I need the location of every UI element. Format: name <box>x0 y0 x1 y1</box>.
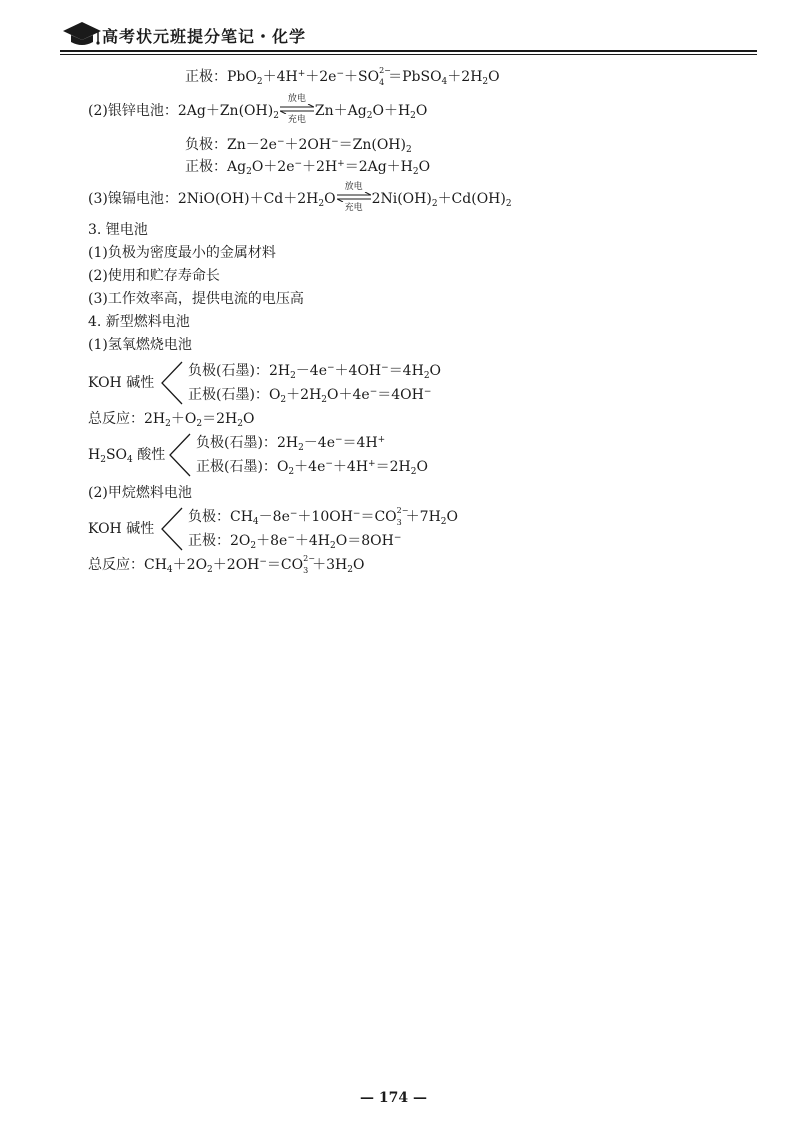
section-lithium-heading: 3. 锂电池 <box>88 222 148 238</box>
line-label: 正极(石墨)： <box>196 459 277 475</box>
koh-negative-line <box>188 362 441 380</box>
acidic-label: 酸性 <box>137 447 166 463</box>
silver-zinc-negative-line <box>185 136 412 154</box>
graduation-cap-icon <box>62 20 102 48</box>
line-label: 负极(石墨)： <box>188 363 269 379</box>
line-label: 负极(石墨)： <box>196 435 277 451</box>
brace <box>160 360 184 406</box>
equation: $2O_2+8e^-+4H_2O=8OH^-$ <box>230 533 402 551</box>
h2so4-positive-line <box>196 458 428 476</box>
line-label: 负极： <box>188 509 230 525</box>
silver-zinc-positive-line <box>185 158 430 176</box>
header-rule <box>60 50 757 52</box>
lead-acid-positive-line <box>185 68 500 86</box>
page-header <box>60 14 760 54</box>
arrow-label-bottom: 充电 <box>344 203 363 213</box>
total-reaction-line <box>88 410 254 428</box>
h2so4-negative-line <box>196 434 385 452</box>
line-label: 正极： <box>188 533 230 549</box>
line-label: 总反应： <box>88 411 144 427</box>
line-label: 总反应： <box>88 557 144 573</box>
equation: $2H_2-4e^-+4OH^-=4H_2O$ <box>268 363 442 381</box>
arrow-label-bottom: 充电 <box>287 115 306 125</box>
equation-right: $2Ni(OH)_2+Cd(OH)_2$ <box>371 191 512 209</box>
equation: $2H_2+O_2=2H_2O$ <box>144 411 255 429</box>
equation: $CH_4-8e^-+10OH^-=CO$ 2− 3 $+7H_2O$ <box>230 506 459 527</box>
koh-positive-line <box>188 386 431 404</box>
page-number: — 174 — <box>360 1090 427 1106</box>
equation: $Ag_2O+2e^-+2H^+=2Ag+H_2O$ <box>227 159 431 177</box>
hydrogen-oxygen-heading: (1)氢氧燃烧电池 <box>88 337 192 353</box>
line-label: (3)镍镉电池： <box>88 191 178 207</box>
equation-left: $2Ag+Zn(OH)_2$ <box>177 103 279 121</box>
methane-heading: (2)甲烷燃料电池 <box>88 485 192 501</box>
reversible-arrow <box>337 182 371 213</box>
lithium-point-2: (2)使用和贮存寿命长 <box>88 268 220 284</box>
equation: $O_2+2H_2O+4e^-=4OH^-$ <box>268 387 432 405</box>
line-label: 负极： <box>185 137 227 153</box>
equation-right: $Zn+Ag_2O+H_2O$ <box>314 103 428 121</box>
brace <box>160 506 184 552</box>
total-reaction-line-2 <box>88 556 364 574</box>
arrow-label-top: 放电 <box>344 182 363 192</box>
header-title: 高考状元班提分笔记・化学 <box>102 27 307 46</box>
line-label: (2)银锌电池： <box>88 103 178 119</box>
equation: $CH_4+2O_2+2OH^-=CO$ 2− 3 $+3H_2O$ <box>144 554 365 575</box>
koh-alkaline-label: KOH 碱性 <box>88 375 155 391</box>
silver-zinc-line <box>88 94 428 125</box>
equation: $2H_2-4e^-=4H^+$ <box>276 435 386 453</box>
methane-negative-line <box>188 508 458 526</box>
section-fuel-cell-heading: 4. 新型燃料电池 <box>88 314 190 330</box>
header-rule-thin <box>60 54 757 55</box>
line-label: 正极： <box>185 69 227 85</box>
lithium-point-3: (3)工作效率高，提供电流的电压高 <box>88 291 304 307</box>
line-label: 正极： <box>185 159 227 175</box>
equation: $O_2+4e^-+4H^+=2H_2O$ <box>276 459 428 477</box>
lithium-point-1: (1)负极为密度最小的金属材料 <box>88 245 276 261</box>
brace <box>168 432 192 478</box>
reversible-arrow <box>280 94 314 125</box>
equation: PbO$_2$＋4H+＋2e−＋SO 2− 4 $=PbSO_4+2H_2O$ <box>227 66 500 87</box>
nickel-cadmium-line <box>88 182 512 213</box>
methane-positive-line <box>188 532 401 550</box>
equation: $Zn-2e^-+2OH^-=Zn(OH)_2$ <box>227 137 412 155</box>
h2so4-acidic-label <box>88 446 165 464</box>
line-label: 正极(石墨)： <box>188 387 269 403</box>
arrow-label-top: 放电 <box>287 94 306 104</box>
koh-alkaline-label-2: KOH 碱性 <box>88 521 155 537</box>
equation-left: $2NiO(OH)+Cd+2H_2O$ <box>177 191 336 209</box>
formula: $H_2SO_4$ <box>88 447 133 465</box>
